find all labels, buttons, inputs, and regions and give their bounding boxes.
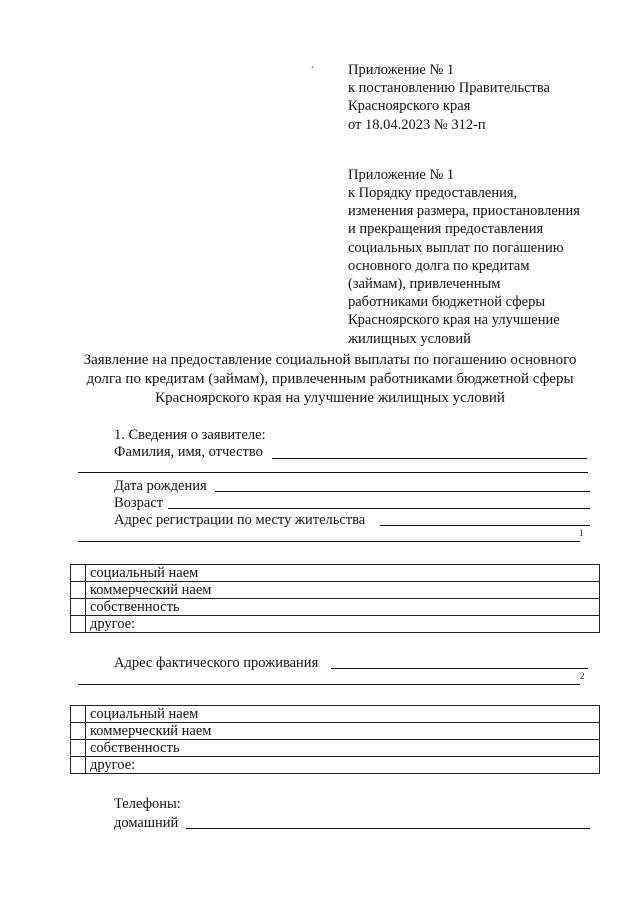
table-row	[71, 582, 600, 599]
title-line: долга по кредитам (займам), привлеченным работниками бюджетной сферы	[86, 371, 574, 387]
fio-field-continuation[interactable]	[78, 472, 588, 473]
title-line: Красноярского края на улучшение жилищных условий	[155, 390, 505, 406]
home-phone-label: домашний	[114, 815, 179, 831]
table-row	[71, 616, 600, 633]
header-line: от 18.04.2023 № 312-п	[348, 116, 486, 133]
header-line: к Порядку предоставления,	[348, 185, 518, 202]
table-row	[71, 723, 600, 740]
option-label: другое:	[86, 757, 600, 774]
fio-label: Фамилия, имя, отчество	[114, 444, 263, 460]
home-phone-field[interactable]	[186, 828, 590, 829]
option-checkbox[interactable]	[71, 616, 86, 633]
actual-address-field-continuation[interactable]	[78, 684, 580, 685]
table-row	[71, 706, 600, 723]
pen-mark: ,	[311, 58, 314, 70]
footnote-marker: 1	[579, 528, 584, 538]
option-checkbox[interactable]	[71, 599, 86, 616]
footnote-marker: 2	[580, 671, 585, 681]
housing-options-actual	[70, 705, 600, 774]
dob-label: Дата рождения	[114, 478, 207, 494]
option-label: социальный наем	[86, 706, 600, 723]
header-line: работниками бюджетной сферы	[348, 294, 546, 311]
dob-field[interactable]	[215, 491, 590, 492]
option-checkbox[interactable]	[71, 582, 86, 599]
option-checkbox[interactable]	[71, 706, 86, 723]
option-label: коммерческий наем	[86, 582, 600, 599]
option-checkbox[interactable]	[71, 757, 86, 774]
reg-address-field[interactable]	[380, 525, 590, 526]
table-row	[71, 565, 600, 582]
option-label: социальный наем	[86, 565, 600, 582]
header-line: социальных выплат по погашению	[348, 239, 564, 256]
age-label: Возраст	[114, 495, 164, 511]
option-label: собственность	[86, 599, 600, 616]
phones-label: Телефоны:	[114, 796, 181, 812]
reg-address-label: Адрес регистрации по месту жительства	[114, 512, 366, 528]
header-line: (займам), привлеченным	[348, 276, 501, 293]
title-line: Заявление на предоставление социальной выплаты по погашению основного	[83, 352, 577, 368]
document-title	[60, 351, 600, 408]
table-row	[71, 599, 600, 616]
housing-options-registration	[70, 564, 600, 633]
option-checkbox[interactable]	[71, 740, 86, 757]
option-label: собственность	[86, 740, 600, 757]
header-line: основного долга по кредитам	[348, 257, 530, 274]
actual-address-field[interactable]	[331, 668, 588, 669]
option-checkbox[interactable]	[71, 565, 86, 582]
header-line: Красноярского края на улучшение	[348, 312, 560, 329]
reg-address-field-continuation[interactable]	[78, 541, 580, 542]
age-field[interactable]	[168, 508, 590, 509]
section-heading: 1. Сведения о заявителе:	[114, 427, 266, 443]
table-row	[71, 757, 600, 774]
fio-field[interactable]	[272, 458, 587, 459]
header-line: Красноярского края	[348, 98, 471, 115]
header-line: жилищных условий	[348, 330, 471, 347]
option-label: другое:	[86, 616, 600, 633]
option-checkbox[interactable]	[71, 723, 86, 740]
header-line: к постановлению Правительства	[348, 80, 550, 97]
header-line: и прекращения предоставления	[348, 221, 544, 238]
header-line: изменения размера, приостановления	[348, 203, 580, 220]
actual-address-label: Адрес фактического проживания	[114, 655, 319, 671]
header-line: Приложение № 1	[348, 62, 455, 78]
option-label: коммерческий наем	[86, 723, 600, 740]
appendix-header	[348, 61, 580, 348]
header-spacer	[348, 134, 580, 166]
header-line: Приложение № 1	[348, 166, 455, 183]
table-row	[71, 740, 600, 757]
